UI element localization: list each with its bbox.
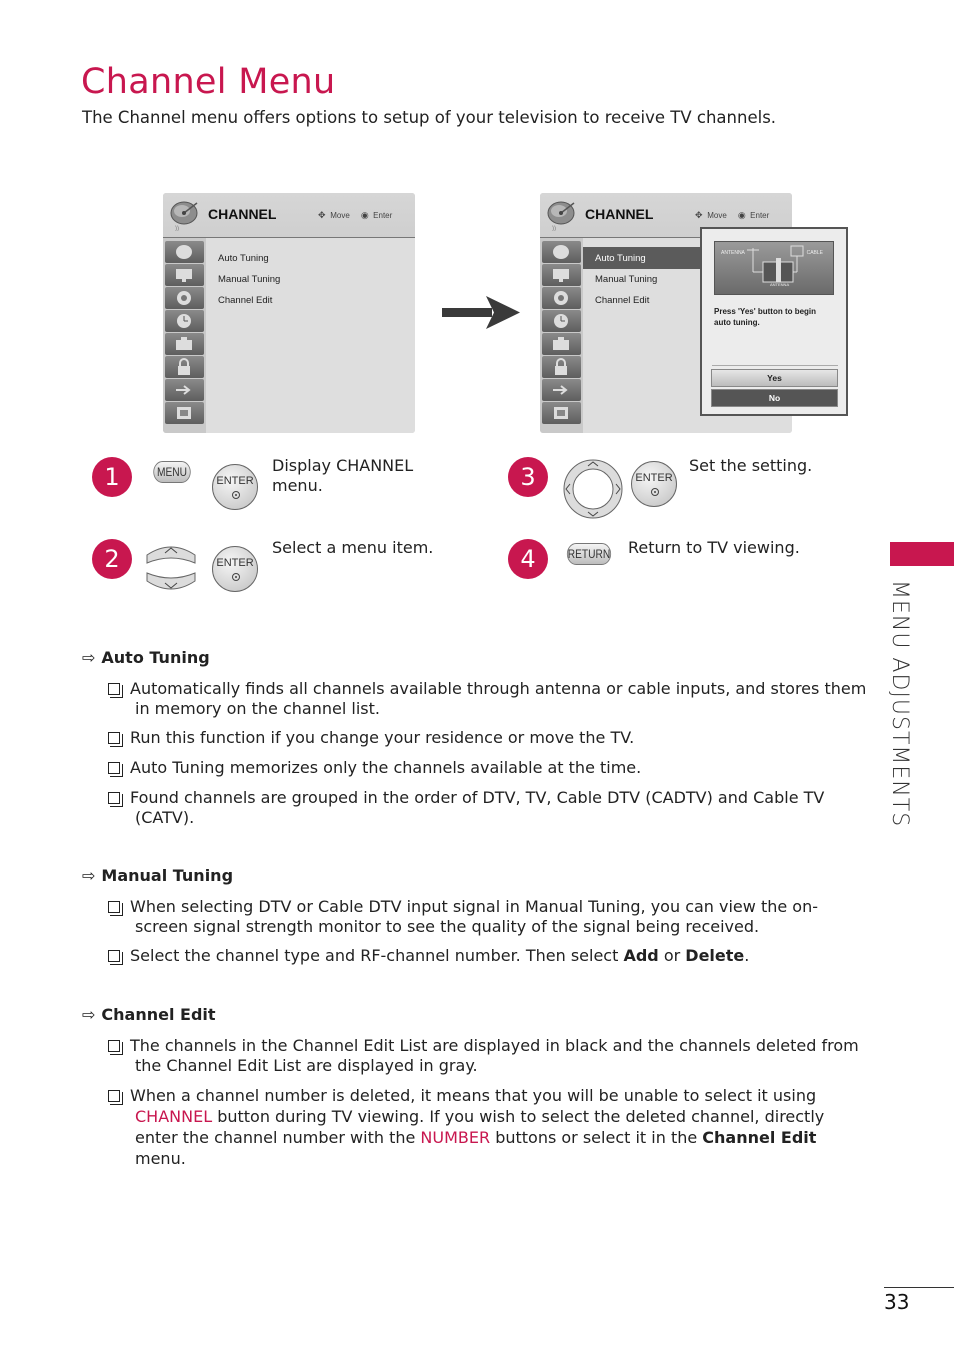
right-arrow-icon — [442, 296, 522, 330]
enter-button[interactable]: ENTER — [631, 461, 677, 507]
page-title: Channel Menu — [81, 62, 336, 102]
checkbox-bullet-icon — [108, 732, 120, 744]
channel-icon[interactable] — [165, 241, 204, 263]
checkbox-bullet-icon — [108, 1090, 120, 1102]
channel-icon[interactable] — [542, 241, 581, 263]
osd-hint: ✥ Move ◉ Enter — [695, 210, 770, 220]
checkbox-bullet-icon — [108, 762, 120, 774]
support-icon[interactable] — [542, 402, 581, 424]
arrow-bullet-icon: ⇨ — [82, 866, 96, 885]
svg-text:)): )) — [175, 226, 179, 231]
enter-icon: ◉ — [737, 210, 746, 220]
lock-icon[interactable] — [165, 356, 204, 378]
satellite-dish-icon — [544, 199, 580, 231]
audio-icon[interactable] — [165, 287, 204, 309]
side-tab-label: MENU ADJUSTMENTS — [887, 580, 912, 828]
enter-dot-icon — [651, 488, 659, 496]
side-tab — [888, 580, 918, 870]
channel-menu-screen — [163, 193, 415, 433]
checkbox-bullet-icon — [108, 901, 120, 913]
menu-item-channel-edit[interactable]: Channel Edit — [595, 295, 650, 306]
option-icon[interactable] — [165, 333, 204, 355]
step-4-badge: 4 — [508, 539, 548, 579]
no-button[interactable]: No — [711, 389, 838, 407]
step-1-text: Display CHANNEL menu. — [272, 456, 414, 495]
time-icon[interactable] — [542, 310, 581, 332]
divider — [712, 365, 838, 366]
step-2-text: Select a menu item. — [272, 538, 434, 557]
list-item: Auto Tuning memorizes only the channels available at the time. — [108, 758, 870, 778]
osd-title: CHANNEL — [585, 206, 654, 222]
list-item: The channels in the Channel Edit List are displayed in black and the channels deleted from the Channel Edit List are displayed in gray. — [108, 1036, 870, 1076]
enter-button[interactable]: ENTER — [212, 546, 258, 592]
menu-item-auto-tuning[interactable]: Auto Tuning — [583, 247, 703, 269]
checkbox-bullet-icon — [108, 683, 120, 695]
auto-tuning-heading: ⇨ Auto Tuning — [82, 648, 210, 667]
audio-icon[interactable] — [542, 287, 581, 309]
up-down-rocker-icon[interactable] — [144, 543, 198, 593]
enter-icon: ◉ — [360, 210, 369, 220]
enter-dot-icon — [232, 491, 240, 499]
dialog-message: Press 'Yes' button to begin auto tuning. — [714, 307, 817, 327]
move-icon: ✥ — [318, 210, 326, 220]
lock-icon[interactable] — [542, 356, 581, 378]
osd-menu-list — [206, 238, 415, 433]
osd-hint: ✥ Move ◉ Enter — [318, 210, 393, 220]
page-subtitle: The Channel menu offers options to setup of your television to receive TV channels. — [82, 108, 777, 127]
step-4-text: Return to TV viewing. — [628, 538, 800, 557]
option-icon[interactable] — [542, 333, 581, 355]
auto-tuning-dialog — [700, 227, 848, 416]
menu-item-channel-edit[interactable]: Channel Edit — [218, 295, 273, 306]
svg-text:)): )) — [552, 226, 556, 231]
menu-item-manual-tuning[interactable]: Manual Tuning — [595, 274, 658, 285]
osd-header — [163, 193, 415, 238]
input-icon[interactable] — [165, 379, 204, 401]
checkbox-bullet-icon — [108, 792, 120, 804]
menu-item-auto-tuning[interactable]: Auto Tuning — [218, 253, 269, 264]
picture-icon[interactable] — [542, 264, 581, 286]
list-item: Found channels are grouped in the order of DTV, TV, Cable DTV (CADTV) and Cable TV (CATV). — [108, 788, 870, 828]
page-number: 33 — [884, 1290, 910, 1314]
enter-dot-icon — [232, 573, 240, 581]
channel-edit-heading: ⇨ Channel Edit — [82, 1005, 216, 1024]
move-icon: ✥ — [695, 210, 703, 220]
list-item: Select the channel type and RF-channel number. Then select Add or Delete. — [108, 946, 870, 966]
menu-item-manual-tuning[interactable]: Manual Tuning — [218, 274, 281, 285]
antenna-label: ANTENNA — [721, 250, 745, 256]
step-3-badge: 3 — [508, 457, 548, 497]
osd-icon-column — [163, 238, 206, 433]
time-icon[interactable] — [165, 310, 204, 332]
list-item: When selecting DTV or Cable DTV input signal in Manual Tuning, you can view the on-screen signal strength monitor to see the quality of the signal being received. — [108, 897, 870, 937]
satellite-dish-icon — [167, 199, 203, 231]
arrow-bullet-icon: ⇨ — [82, 1005, 96, 1024]
list-item: Run this function if you change your residence or move the TV. — [108, 728, 870, 748]
manual-tuning-heading: ⇨ Manual Tuning — [82, 866, 234, 885]
step-1-badge: 1 — [92, 457, 132, 497]
directional-pad-icon[interactable] — [562, 458, 624, 520]
side-tab-marker — [890, 542, 954, 566]
footer-rule — [884, 1287, 954, 1288]
yes-button[interactable]: Yes — [711, 369, 838, 387]
osd-title: CHANNEL — [208, 206, 277, 222]
input-icon[interactable] — [542, 379, 581, 401]
support-icon[interactable] — [165, 402, 204, 424]
menu-button[interactable]: MENU — [153, 461, 190, 483]
enter-button[interactable]: ENTER — [212, 464, 258, 510]
antenna-label-small: ANTENNA — [770, 282, 790, 287]
checkbox-bullet-icon — [108, 950, 120, 962]
osd-icon-column — [540, 238, 583, 433]
checkbox-bullet-icon — [108, 1040, 120, 1052]
cable-label: CABLE — [806, 250, 823, 256]
list-item: When a channel number is deleted, it means that you will be unable to select it using CHANNEL button during TV viewing. If you wish to select the deleted channel, directly enter the channel number with the NUMBER buttons or select it in the Channel Edit menu. — [108, 1085, 870, 1169]
step-3-text: Set the setting. — [689, 456, 813, 475]
arrow-bullet-icon: ⇨ — [82, 648, 96, 667]
picture-icon[interactable] — [165, 264, 204, 286]
return-button[interactable]: RETURN — [567, 543, 611, 565]
step-2-badge: 2 — [92, 539, 132, 579]
list-item: Automatically finds all channels available through antenna or cable inputs, and stores them in memory on the channel list. — [108, 679, 870, 719]
antenna-cable-illustration — [714, 241, 834, 295]
